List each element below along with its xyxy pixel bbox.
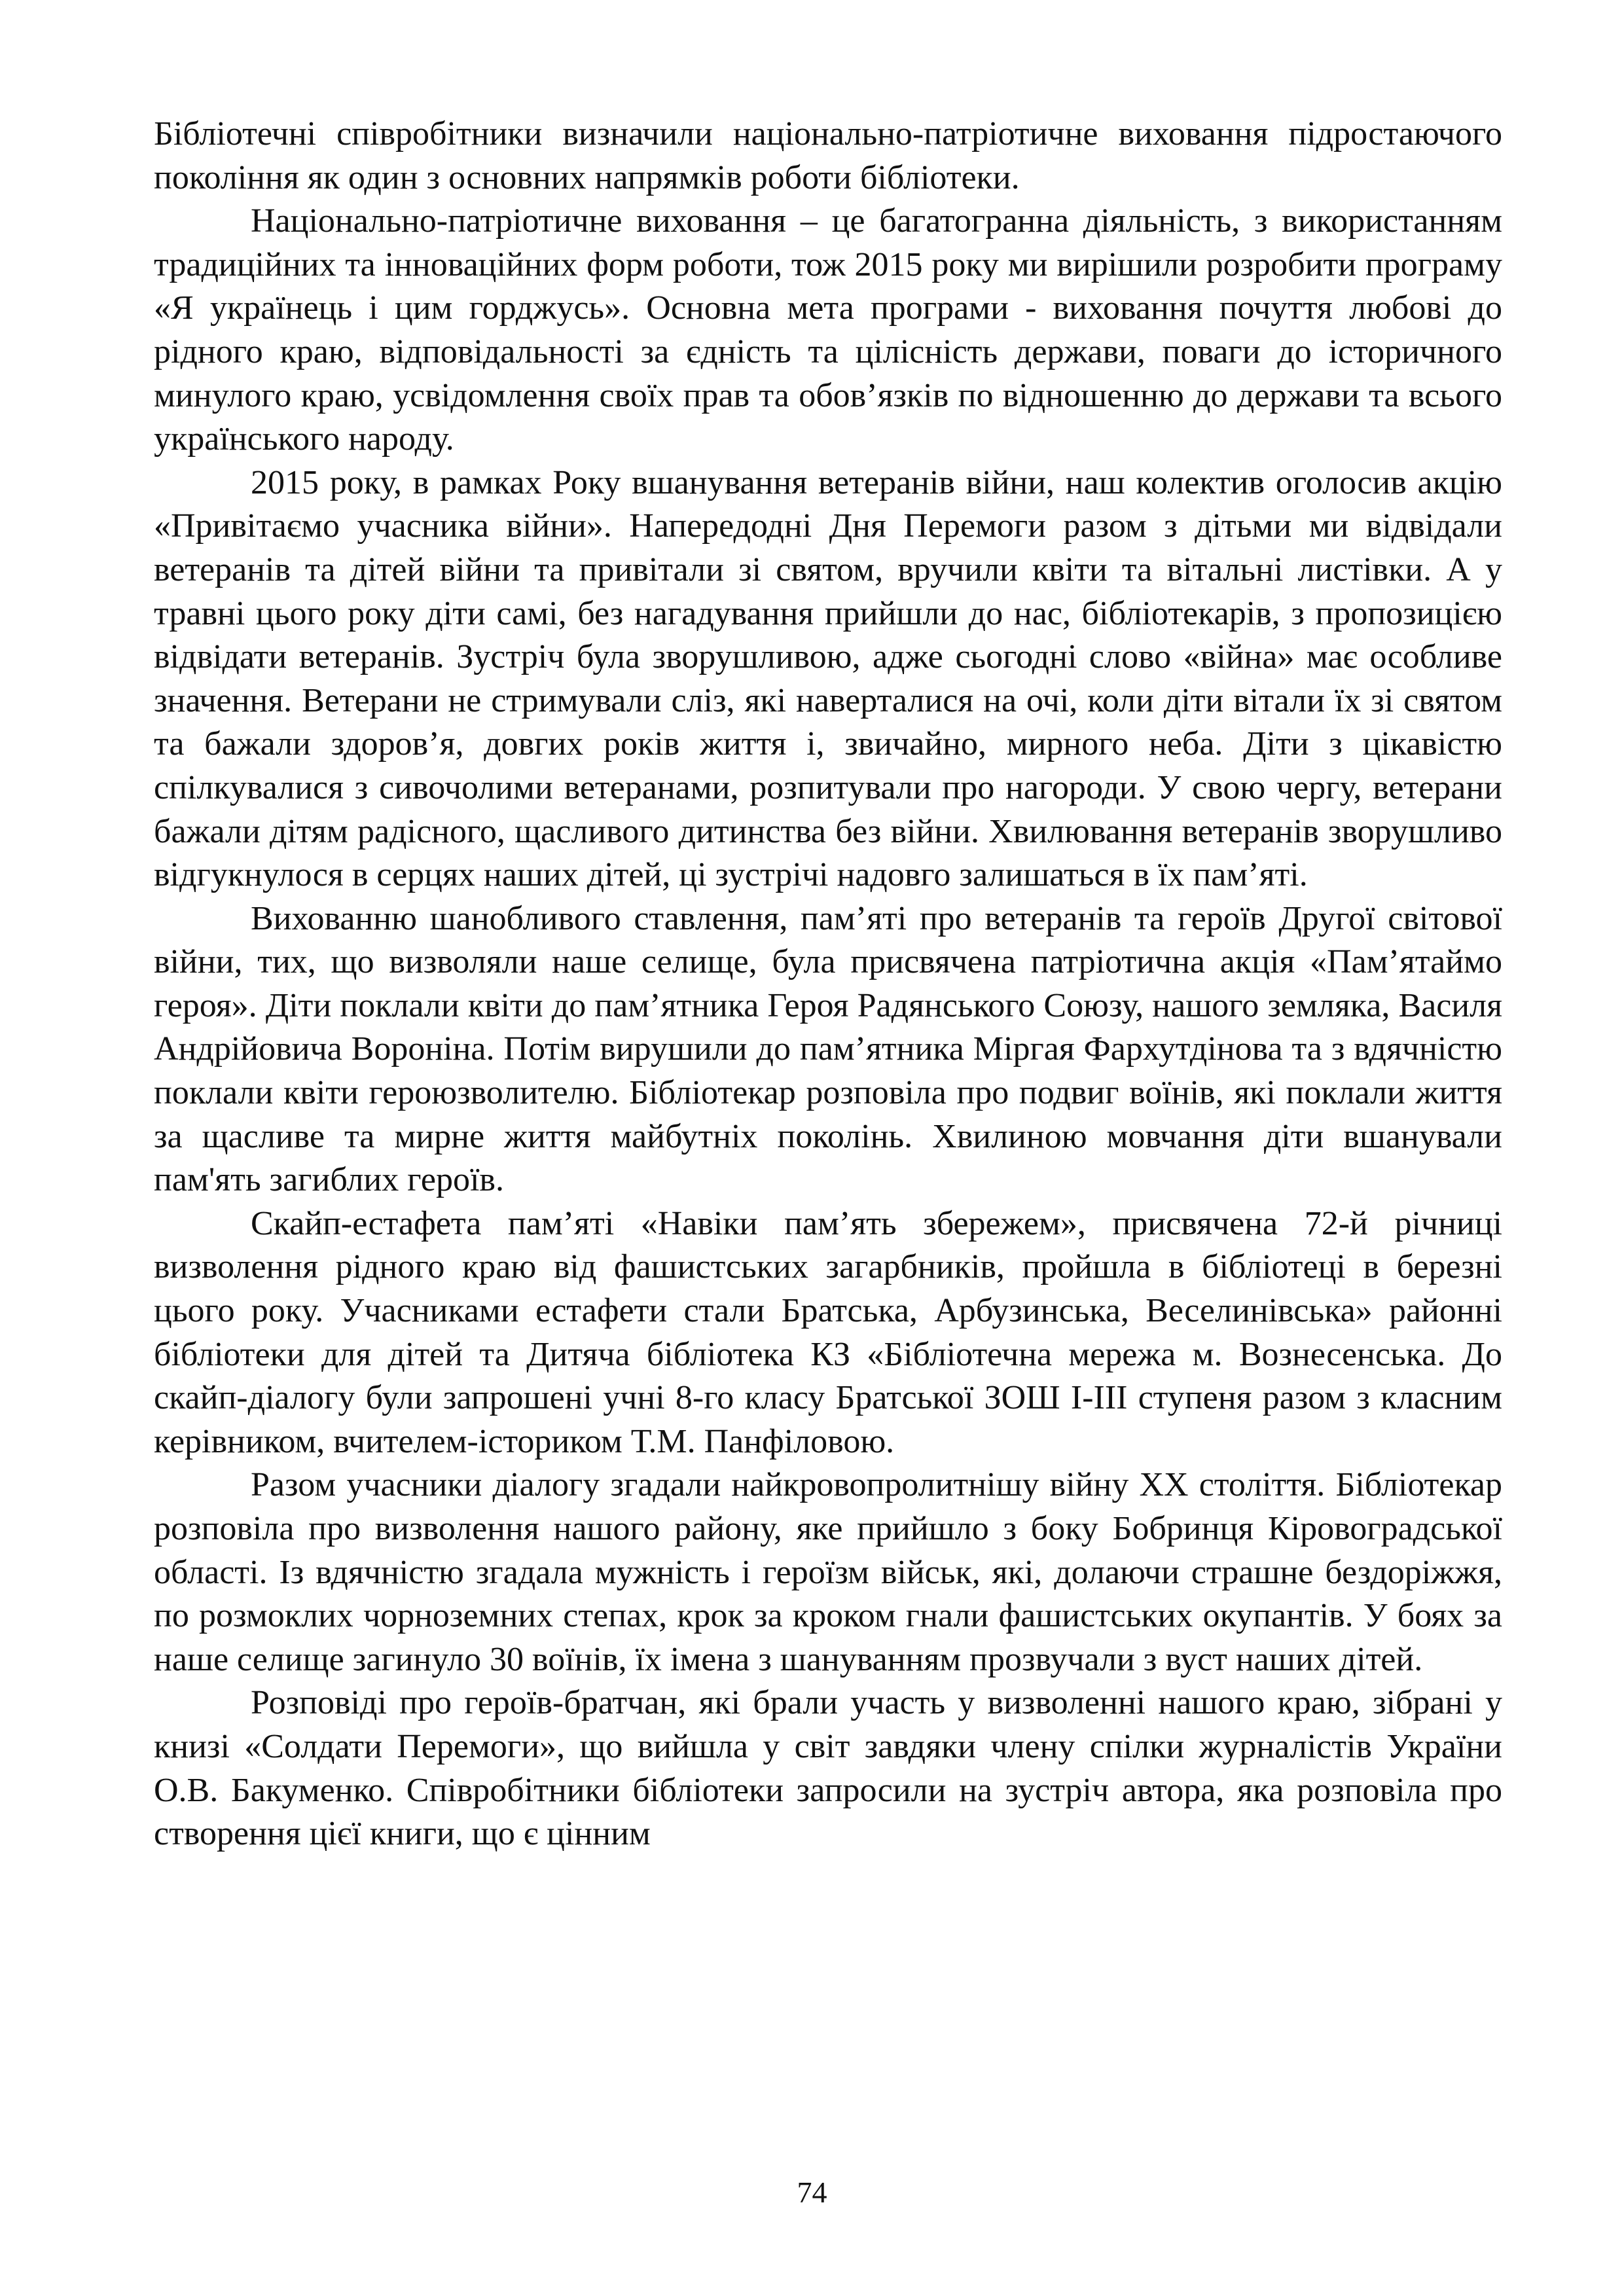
page-number: 74 [797, 2176, 827, 2209]
paragraph-remember-hero: Вихованню шанобливого ставлення, пам’яті про ветеранів та героїв Другої світової війни, тих, що визволяли наше селище, була присвячена патріотична акція «Пам’ятаймо героя». Діти поклали квіти до пам’ятника Героя Радянського Союзу, нашого земляка, Василя Андрійовича Вороніна. Потім вирушили до пам’ятника Міргая Фархутдінова та з вдячністю поклали квіти героюзволителю. Бібліотекар розповіла про подвиг воїнів, які поклали життя за щасливе та мирне життя майбутніх поколінь. Хвилиною мовчання діти вшанували пам'ять загиблих героїв. [154, 899, 1502, 1199]
paragraph-intro: Бібліотечні співробітники визначили національно-патріотичне виховання підростаючого покоління як один з основних напрямків роботи бібліотеки. [154, 115, 1502, 196]
paragraph-veterans-action: 2015 року, в рамках Року вшанування ветеранів війни, наш колектив оголосив акцію «Привітаємо учасника війни». Напередодні Дня Перемоги разом з дітьми ми відвідали ветеранів та дітей війни та привітали зі святом, вручили квіти та вітальні листівки. А у травні цього року діти самі, без нагадування прийшли до нас, бібліотекарів, з пропозицією відвідати ветеранів. Зустріч була зворушливою, адже сьогодні слово «війна» має особливе значення. Ветерани не стримували сліз, які наверталися на очі, коли діти вітали їх зі святом та бажали здоров’я, довгих років життя і, звичайно, мирного неба. Діти з цікавістю спілкувалися з сивочолими ветеранами, розпитували про нагороди. У свою чергу, ветерани бажали дітям радісного, щасливого дитинства без війни. Хвилювання ветеранів зворушливо відгукнулося в серцях наших дітей, ці зустрічі надовго залишаться в їх пам’яті. [154, 463, 1502, 894]
paragraph-skype-relay: Скайп-естафета пам’яті «Навіки пам’ять збережем», присвячена 72-й річниці визволення рідного краю від фашистських загарбників, пройшла в бібліотеці в березні цього року. Учасниками естафети стали Братська, Арбузинська, Веселинівська» районні бібліотеки для дітей та Дитяча бібліотека КЗ «Бібліотечна мережа м. Вознесенська. До скайп-діалогу були запрошені учні 8-го класу Братської ЗОШ І-ІІІ ступеня разом з класним керівником, вчителем-істориком Т.М. Панфіловою. [154, 1204, 1502, 1460]
paragraph-program: Національно-патріотичне виховання – це багатогранна діяльність, з використанням традиційних та інноваційних форм роботи, тож 2015 року ми вирішили розробити програму «Я українець і цим горджусь». Основна мета програми - виховання почуття любові до рідного краю, відповідальності за єдність та цілісність держави, поваги до історичного минулого краю, усвідомлення своїх прав та обов’язків по відношенню до держави та всього українського народу. [154, 202, 1502, 458]
paragraph-dialogue: Разом учасники діалогу згадали найкровопролитнішу війну ХХ століття. Бібліотекар розповіла про визволення нашого району, яке прийшло з боку Бобринця Кіровоградської області. Із вдячністю згадала мужність і героїзм військ, які, долаючи страшне бездоріжжя, по розмоклих чорноземних степах, крок за кроком гнали фашистських окупантів. У боях за наше селище загинуло 30 воїнів, їх імена з шануванням прозвучали з вуст наших дітей. [154, 1466, 1502, 1678]
document-body [154, 113, 1502, 1856]
paragraph-book-soldiers: Розповіді про героїв-братчан, які брали участь у визволенні нашого краю, зібрані у книзі «Солдати Перемоги», що вийшла у світ завдяки члену спілки журналістів України О.В. Бакуменко. Співробітники бібліотеки запросили на зустріч автора, яка розповіла про створення цієї книги, що є цінним [154, 1684, 1502, 1853]
